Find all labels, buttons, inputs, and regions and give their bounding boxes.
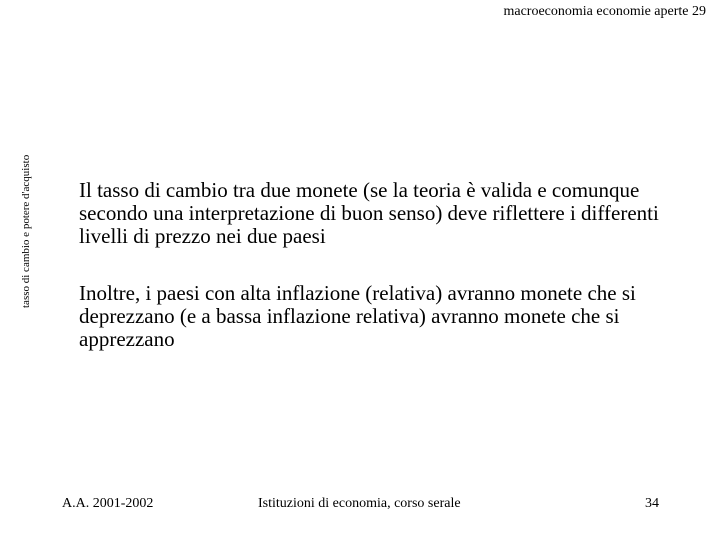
slide-header-title: macroeconomia economie aperte 29 [503, 4, 706, 19]
footer-page-number: 34 [645, 496, 659, 511]
footer-course-name: Istituzioni di economia, corso serale [258, 496, 461, 511]
footer-academic-year: A.A. 2001-2002 [62, 496, 154, 511]
body-paragraph-2: Inoltre, i paesi con alta inflazione (relativa) avranno monete che si deprezzano (e a bassa inflazione relativa) avranno monete che si apprezzano [79, 281, 636, 351]
vertical-section-label: tasso di cambio e potere d'acquisto [20, 154, 32, 308]
body-paragraph-1: Il tasso di cambio tra due monete (se la teoria è valida e comunque secondo una interpretazione di buon senso) deve riflettere i differenti livelli di prezzo nei due paesi [79, 178, 659, 248]
